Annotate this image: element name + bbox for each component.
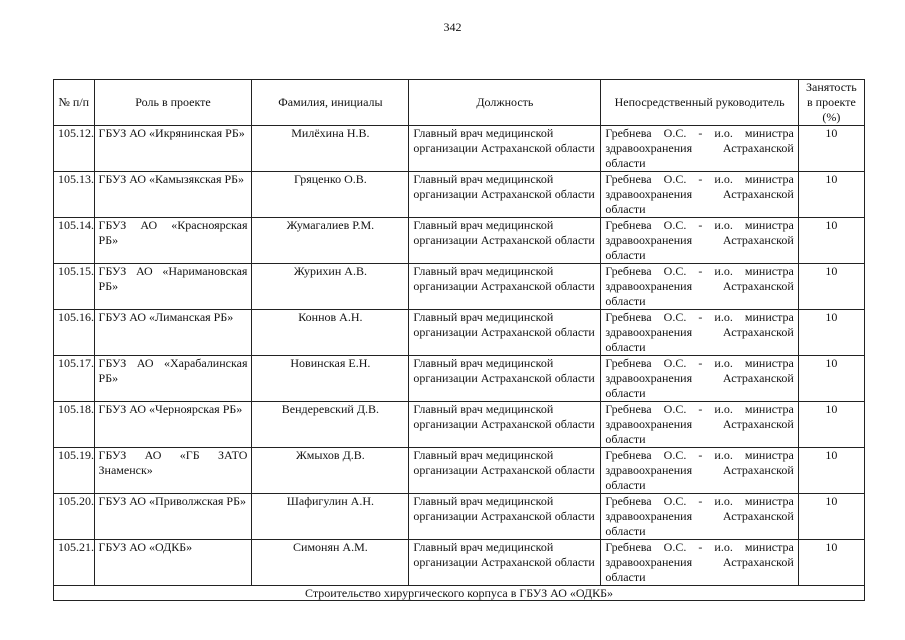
cell-num: 105.21. [54, 540, 95, 586]
cell-supervisor: Гребнева О.С. - и.о. министра здравоохранения Астраханской области [601, 402, 798, 448]
cell-num: 105.13. [54, 172, 95, 218]
cell-supervisor: Гребнева О.С. - и.о. министра здравоохранения Астраханской области [601, 310, 798, 356]
table-row [54, 402, 865, 448]
page-number: 342 [443, 20, 462, 34]
table-row [54, 218, 865, 264]
table-row [54, 448, 865, 494]
cell-num: 105.14. [54, 218, 95, 264]
cell-load: 10 [798, 494, 864, 540]
cell-supervisor: Гребнева О.С. - и.о. министра здравоохранения Астраханской области [601, 126, 798, 172]
cell-supervisor: Гребнева О.С. - и.о. министра здравоохранения Астраханской области [601, 218, 798, 264]
cell-load: 10 [798, 356, 864, 402]
project-staff-table [53, 79, 865, 601]
cell-name: Вендеревский Д.В. [252, 402, 409, 448]
table-row [54, 172, 865, 218]
cell-role: ГБУЗ АО «Черноярская РБ» [94, 402, 252, 448]
table-row [54, 126, 865, 172]
cell-name: Шафигулин А.Н. [252, 494, 409, 540]
cell-position: Главный врач медицинской организации Астраханской области [409, 126, 601, 172]
cell-role: ГБУЗ АО «Приволжская РБ» [94, 494, 252, 540]
header-role: Роль в проекте [94, 80, 252, 126]
cell-position: Главный врач медицинской организации Астраханской области [409, 402, 601, 448]
cell-position: Главный врач медицинской организации Астраханской области [409, 356, 601, 402]
cell-num: 105.19. [54, 448, 95, 494]
cell-supervisor: Гребнева О.С. - и.о. министра здравоохранения Астраханской области [601, 494, 798, 540]
header-num: № п/п [54, 80, 95, 126]
cell-position: Главный врач медицинской организации Астраханской области [409, 448, 601, 494]
table-row [54, 494, 865, 540]
cell-num: 105.18. [54, 402, 95, 448]
header-supervisor: Непосредственный руководитель [601, 80, 798, 126]
cell-position: Главный врач медицинской организации Астраханской области [409, 540, 601, 586]
section-title: Строительство хирургического корпуса в ГБУЗ АО «ОДКБ» [54, 586, 865, 601]
cell-name: Коннов А.Н. [252, 310, 409, 356]
cell-load: 10 [798, 126, 864, 172]
cell-load: 10 [798, 218, 864, 264]
table-row [54, 310, 865, 356]
cell-num: 105.15. [54, 264, 95, 310]
cell-load: 10 [798, 172, 864, 218]
cell-num: 105.17. [54, 356, 95, 402]
cell-role: ГБУЗ АО «ОДКБ» [94, 540, 252, 586]
cell-position: Главный врач медицинской организации Астраханской области [409, 494, 601, 540]
cell-load: 10 [798, 310, 864, 356]
cell-role: ГБУЗ АО «Камызякская РБ» [94, 172, 252, 218]
cell-position: Главный врач медицинской организации Астраханской области [409, 310, 601, 356]
cell-load: 10 [798, 448, 864, 494]
cell-supervisor: Гребнева О.С. - и.о. министра здравоохранения Астраханской области [601, 264, 798, 310]
table-row [54, 540, 865, 586]
header-name: Фамилия, инициалы [252, 80, 409, 126]
cell-supervisor: Гребнева О.С. - и.о. министра здравоохранения Астраханской области [601, 448, 798, 494]
cell-position: Главный врач медицинской организации Астраханской области [409, 264, 601, 310]
cell-supervisor: Гребнева О.С. - и.о. министра здравоохранения Астраханской области [601, 540, 798, 586]
cell-role: ГБУЗ АО «ГБ ЗАТО Знаменск» [94, 448, 252, 494]
cell-load: 10 [798, 264, 864, 310]
cell-name: Симонян А.М. [252, 540, 409, 586]
cell-supervisor: Гребнева О.С. - и.о. министра здравоохранения Астраханской области [601, 356, 798, 402]
header-position: Должность [409, 80, 601, 126]
table-header-row [54, 80, 865, 126]
cell-load: 10 [798, 402, 864, 448]
section-footer-row [54, 586, 865, 601]
cell-num: 105.20. [54, 494, 95, 540]
cell-name: Милёхина Н.В. [252, 126, 409, 172]
cell-name: Жмыхов Д.В. [252, 448, 409, 494]
cell-role: ГБУЗ АО «Харабалинская РБ» [94, 356, 252, 402]
cell-num: 105.16. [54, 310, 95, 356]
header-load: Занятость в проекте (%) [798, 80, 864, 126]
cell-role: ГБУЗ АО «Лиманская РБ» [94, 310, 252, 356]
cell-role: ГБУЗ АО «Наримановская РБ» [94, 264, 252, 310]
cell-name: Журихин А.В. [252, 264, 409, 310]
cell-name: Гряценко О.В. [252, 172, 409, 218]
cell-name: Новинская Е.Н. [252, 356, 409, 402]
cell-name: Жумагалиев Р.М. [252, 218, 409, 264]
cell-position: Главный врач медицинской организации Астраханской области [409, 172, 601, 218]
cell-load: 10 [798, 540, 864, 586]
cell-position: Главный врач медицинской организации Астраханской области [409, 218, 601, 264]
cell-supervisor: Гребнева О.С. - и.о. министра здравоохранения Астраханской области [601, 172, 798, 218]
cell-role: ГБУЗ АО «Икрянинская РБ» [94, 126, 252, 172]
cell-num: 105.12. [54, 126, 95, 172]
table-row [54, 264, 865, 310]
table-row [54, 356, 865, 402]
cell-role: ГБУЗ АО «Красноярская РБ» [94, 218, 252, 264]
